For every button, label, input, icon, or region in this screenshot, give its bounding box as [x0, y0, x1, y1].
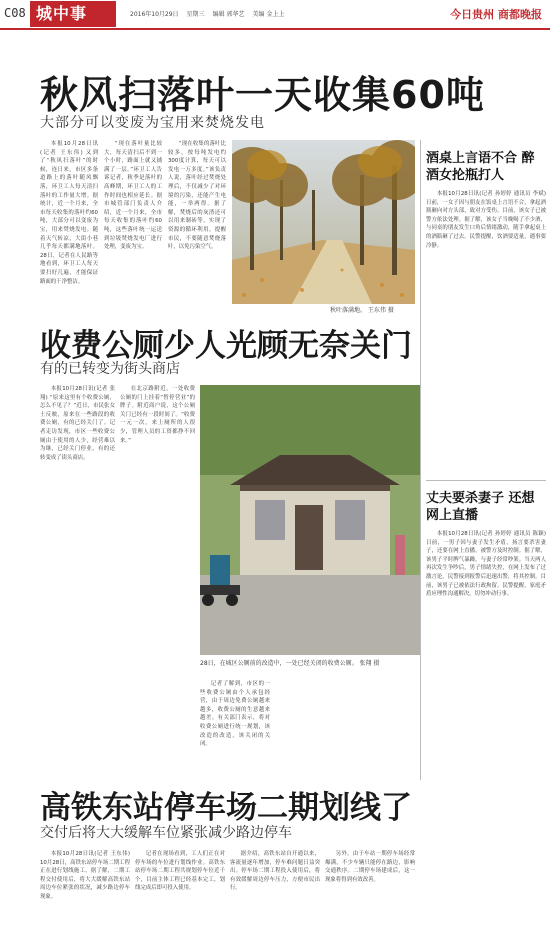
sidebar-separator — [426, 480, 546, 481]
section-title: 城中事 — [30, 1, 116, 27]
article1-column-2: “现在落叶量比较大，每天清扫后不到一个小时，路面上就又铺满了一层。”环卫工人告诉记者，秋季是落叶的高峰期，环卫工人的工作时间也相应延长。据市城管部门负责人介绍，近一个月来，全市每天收集的落叶约60吨，这些落叶统一运送到垃圾焚烧发电厂进行处理，变废为宝。 — [104, 141, 162, 251]
issue-editor: 编辑 郭华艺 — [212, 11, 245, 18]
article3-column-1: 本报10月28日讯(记者 王东伟) 10月28日，高铁东站停车场二期工程正在进行划线施工。据了解，二期工程交付使用后，将大大缓解高铁东站周边车位紧张的状况，减少路边停车现象。 — [40, 851, 130, 900]
article1-column-3: “现在收集的落叶比较多，按每吨发电约300度计算，每天可以发电一万多度。”该负责人说，落叶经过焚烧处理后，不仅减少了对环境的污染，还能产生电能，一举两得。据了解，焚烧后的灰渣还可以用来制砖等，实现了资源的循环利用。提醒市民，不要随意焚烧落叶，以免污染空气。 — [168, 141, 226, 251]
article3-subheadline: 交付后将大大缓解车位紧张减少路边停车 — [40, 825, 292, 841]
article3-column-4: 另外，由于车站一期停车场经常爆满，不少车辆只能停在路边，影响交通秩序。二期停车场建成后，这一现象将得到有效改善。 — [325, 851, 415, 883]
sidebar-story1-title: 酒桌上言语不合 醉酒女抡瓶打人 — [426, 151, 535, 183]
article2-photo-caption: 28日，在城区公厕前的改造中，一处已经关闭的收费公厕。 张翔 摄 — [200, 660, 380, 667]
article3-headline: 高铁东站停车场二期划线了 — [40, 790, 412, 826]
article2-photo — [200, 385, 420, 655]
issue-designer: 美编 金上上 — [252, 11, 285, 18]
sidebar-story2-title: 丈夫要杀妻子 还想网上直播 — [426, 491, 535, 523]
article1-subheadline: 大部分可以变废为宝用来焚烧发电 — [40, 115, 265, 131]
issue-weekday: 星期三 — [186, 11, 205, 18]
article2-column-1: 本报10月28日讯(记者 张翔) “原来这里有个收费公厕，怎么不见了？”近日，市民张女士反映，原来在一些路段的收费公厕，有的已经关门了。记者走访发现，市区一些收费公厕由于使用的人少，经营难以为继，已经关门停业，有的还转变成了街头商店。 — [40, 386, 115, 461]
masthead — [0, 0, 550, 30]
page-code: C08 — [4, 6, 26, 20]
newspaper-brand: 今日贵州 商都晚报 — [450, 8, 542, 21]
article2-column-2: 在北京路附近，一处收费公厕的门上挂着“暂停营业”的牌子。附近商户说，这个公厕关门已经有一段时间了。“收费一元一次，来上厕所的人很少，管理人员的工资都挣不回来。” — [120, 386, 195, 444]
sidebar-story2-body: 本报10月28日讯(记者 孙婷婷 通讯员 陈颖) 日前，一男子因与妻子发生矛盾，扬言要杀害妻子，还要在网上直播，被警方及时控制。据了解，该男子平时脾气暴躁，与妻子经常吵架。当天两人再次发生争吵后，男子情绪失控，在网上发布了过激言论。民警接到报警后迅速出警，将其控制。目前，该男子已被依法行政拘留。民警提醒，家庭矛盾应理性沟通解决，切勿冲动行事。 — [426, 531, 546, 598]
sidebar-divider — [420, 140, 421, 780]
article2-column-3: 记者了解到，市区的一些收费公厕由个人承包经营，由于周边免费公厕越来越多，收费公厕的生意越来越差。有关部门表示，将对收费公厕进行统一规划，该改造的改造，该关闭的关闭。 — [200, 681, 270, 748]
article1-column-1: 本报10月28日讯(记者 王东伟) 又到了“秋风扫落叶”的时候，连日来，市区多条道路上的落叶随风飘落，环卫工人每天清扫落叶的工作量大增。据统计，近一个月来，全市每天收集的落叶约60吨，大部分可以变废为宝，用来焚烧发电。随着天气转凉，大街小巷几乎每天都满地落叶。28日，记者在人民路等地看到，环卫工人每天要扫好几遍，才能保证路面的干净整洁。 — [40, 141, 98, 285]
issue-date: 2016年10月29日 — [130, 11, 179, 18]
sidebar-story1-body: 本报10月28日讯(记者 孙婷婷 通讯员 李斌) 日前，一女子因与朋友在饭桌上言语不合，拿起酒瓶砸向对方头部，致对方受伤。目前，该女子已被警方依法处理。据了解，该女子当晚喝了不少酒，与同桌的朋友发生口角后情绪激动，随手拿起桌上的酒瓶砸了过去。民警提醒，饮酒要适量，遇事要冷静。 — [426, 191, 546, 249]
article2-subheadline: 有的已转变为街头商店 — [40, 361, 180, 377]
article1-headline: 秋风扫落叶一天收集60吨 — [40, 73, 485, 117]
article1-photo — [232, 140, 415, 304]
article1-photo-caption: 秋叶落满地。 王东伟 摄 — [330, 307, 394, 314]
article3-column-3: 据介绍，高铁东站自开通以来，客流量逐年增加，停车难问题日益突出。停车场二期工程投入使用后，将有效缓解周边停车压力，方便市民出行。 — [230, 851, 320, 892]
article3-column-2: 记者在现场看到，工人们正在对停车场的车位进行划线作业。高铁东站停车场二期工程共规划停车位近千个，目前主体工程已经基本完工，划线完成后即可投入使用。 — [135, 851, 225, 892]
issue-meta — [130, 9, 284, 18]
article2-headline: 收费公厕少人光顾无奈关门 — [40, 328, 412, 364]
